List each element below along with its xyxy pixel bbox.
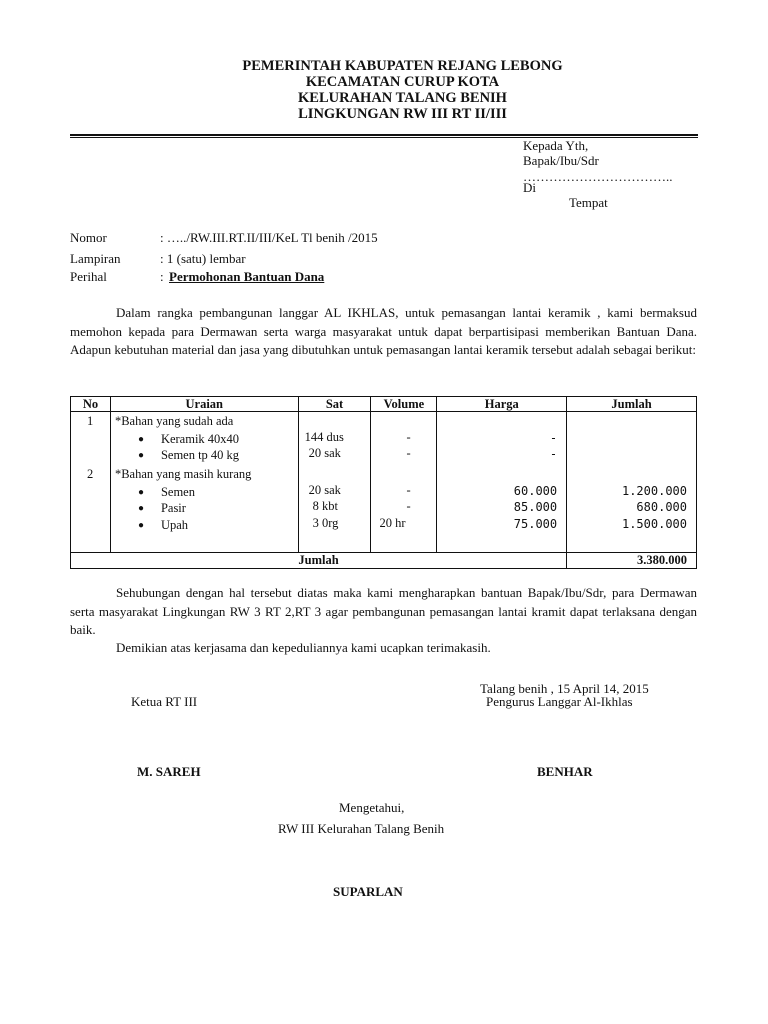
- bullet-icon: ●: [137, 520, 144, 531]
- date-place: Talang benih , 15 April 14, 2015: [480, 681, 649, 696]
- col-jumlah: [567, 412, 697, 553]
- perihal-colon: :: [160, 269, 164, 284]
- thanks-line: Demikian atas kerjasama dan kepeduliannya kami ucapkan terimakasih.: [116, 640, 491, 655]
- header-volume: Volume: [371, 397, 437, 412]
- item-uraian: Keramik 40x40: [160, 432, 240, 446]
- col-harga: [437, 412, 567, 553]
- nomor-value: : …../RW.III.RT.II/III/KeL Tl benih /2015: [160, 230, 378, 245]
- item-volume: -: [406, 483, 411, 497]
- materials-table: [70, 396, 697, 569]
- header-harga: Harga: [437, 397, 567, 412]
- col-no: [71, 412, 111, 553]
- signer-right-title: Pengurus Langgar Al-Ikhlas: [486, 694, 633, 709]
- item-sat: 20 sak: [308, 446, 341, 460]
- recipient-line-1: Kepada Yth,: [523, 138, 589, 153]
- group-2-title: *Bahan yang masih kurang: [114, 467, 252, 481]
- letterhead-line-4: LINGKUNGAN RW III RT II/III: [298, 106, 507, 122]
- total-value: 3.380.000: [567, 553, 697, 569]
- item-jumlah: 1.200.000: [621, 484, 687, 498]
- lampiran-value: : 1 (satu) lembar: [160, 251, 246, 266]
- letterhead-line-2: KECAMATAN CURUP KOTA: [305, 74, 500, 90]
- perihal-label: Perihal: [70, 269, 107, 284]
- item-uraian: Semen tp 40 kg: [160, 448, 240, 462]
- table-header-row: [71, 397, 697, 412]
- group-1-number: 1: [87, 414, 94, 428]
- item-harga: 85.000: [513, 500, 558, 514]
- item-volume: 20 hr: [379, 516, 406, 530]
- item-harga: -: [549, 447, 558, 461]
- item-uraian: Pasir: [160, 501, 186, 515]
- item-volume: -: [406, 430, 411, 444]
- item-harga: -: [549, 431, 558, 445]
- recipient-di: Di: [523, 180, 536, 195]
- rw-title: RW III Kelurahan Talang Benih: [278, 821, 445, 836]
- header-jumlah: Jumlah: [567, 397, 697, 412]
- recipient-tempat: Tempat: [569, 195, 608, 210]
- col-uraian: [110, 412, 298, 553]
- item-volume: -: [406, 499, 411, 513]
- rw-signer-name: SUPARLAN: [333, 884, 403, 899]
- col-volume: [371, 412, 437, 553]
- item-jumlah: 1.500.000: [621, 517, 687, 531]
- group-1-title: *Bahan yang sudah ada: [114, 414, 234, 428]
- item-harga: 75.000: [513, 517, 558, 531]
- nomor-label: Nomor: [70, 230, 107, 245]
- item-uraian: Semen: [160, 485, 195, 499]
- recipient-dots: ……………………………..: [523, 169, 673, 184]
- col-sat: [298, 412, 371, 553]
- signer-right-name: BENHAR: [537, 764, 593, 779]
- table-body-row: [71, 412, 697, 553]
- item-harga: 60.000: [513, 484, 558, 498]
- item-sat: 8 kbt: [312, 499, 338, 513]
- letterhead-rule-thin: [70, 137, 698, 138]
- letterhead-rule-thick: [70, 134, 698, 136]
- header-uraian: Uraian: [110, 397, 298, 412]
- item-sat: 144 dus: [304, 430, 344, 444]
- item-sat: 3 0rg: [312, 516, 339, 530]
- signer-left-name: M. SAREH: [137, 764, 201, 779]
- closing-paragraph: Sehubungan dengan hal tersebut diatas maka kami mengharapkan bantuan Bapak/Ibu/Sdr, para Dermawan serta masyarakat Lingkungan RW 3 RT 2,RT 3 agar pembangunan pemasangan lantai kramit dapat terlaksana dengan baik.: [70, 585, 697, 638]
- bullet-icon: ●: [137, 503, 144, 514]
- bullet-icon: ●: [137, 487, 144, 498]
- intro-paragraph: Dalam rangka pembangunan langgar AL IKHLAS, untuk pemasangan lantai keramik , kami bermaksud memohon kepada para Dermawan serta warga masyarakat untuk dapat berpartisipasi memberikan Bantuan Dana. Adapun kebutuhan material dan jasa yang dibutuhkan untuk pemasangan lantai keramik tersebut adalah sebagai berikut:: [70, 305, 697, 358]
- header-sat: Sat: [298, 397, 371, 412]
- item-volume: -: [406, 446, 411, 460]
- item-uraian: Upah: [160, 518, 189, 532]
- signer-left-title: Ketua RT III: [131, 694, 198, 709]
- lampiran-label: Lampiran: [70, 251, 121, 266]
- bullet-icon: ●: [137, 434, 144, 445]
- mengetahui-label: Mengetahui,: [339, 800, 405, 815]
- group-2-number: 2: [87, 467, 94, 481]
- table-total-row: [71, 553, 697, 569]
- bullet-icon: ●: [137, 450, 144, 461]
- perihal-value: Permohonan Bantuan Dana: [169, 269, 325, 284]
- letterhead-line-3: KELURAHAN TALANG BENIH: [298, 90, 507, 106]
- item-jumlah: 680.000: [636, 500, 687, 514]
- total-label: Jumlah: [71, 553, 567, 569]
- item-sat: 20 sak: [308, 483, 341, 497]
- letterhead-line-1: PEMERINTAH KABUPATEN REJANG LEBONG: [242, 58, 563, 74]
- recipient-line-2: Bapak/Ibu/Sdr: [523, 153, 599, 168]
- header-no: No: [71, 397, 111, 412]
